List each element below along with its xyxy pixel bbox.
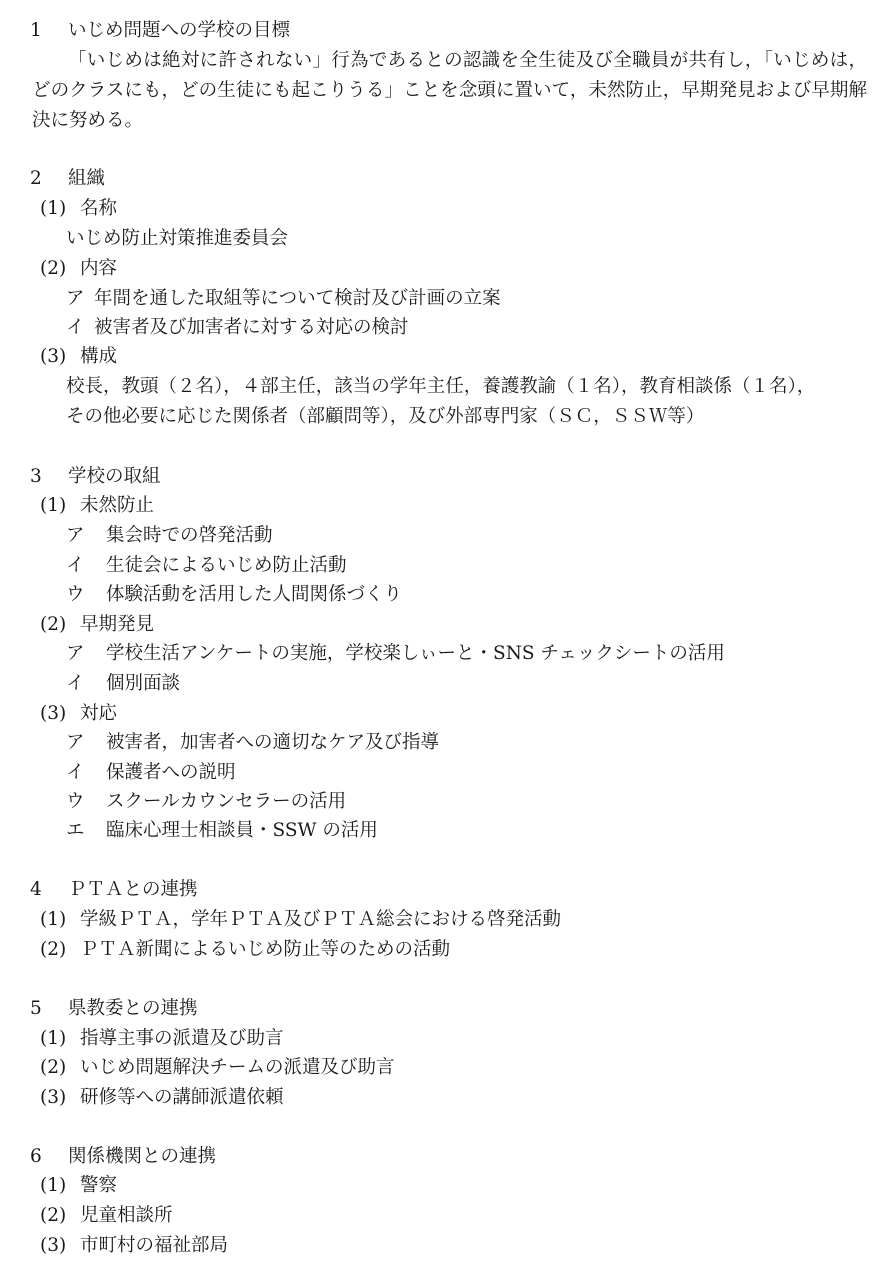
item-text: 被害者及び加害者に対する対応の検討: [94, 317, 409, 338]
item-marker: ウ: [66, 791, 85, 812]
subsection-label: (1): [40, 1028, 67, 1049]
subsection-item: [40, 1231, 228, 1261]
subsection-heading: [40, 610, 154, 640]
subsection-title: 内容: [80, 258, 118, 279]
subsection-item: [40, 1083, 284, 1113]
item-text: 集会時での啓発活動: [106, 525, 273, 546]
item-text: 生徒会によるいじめ防止活動: [106, 555, 347, 576]
subsection-title: 研修等への講師派遣依頼: [80, 1087, 284, 1108]
composition-line: その他必要に応じた関係者（部顧問等），及び外部専門家（ＳＣ，ＳＳＷ等）: [66, 406, 705, 427]
subsection-item: [40, 1053, 395, 1083]
item-marker: ア: [66, 732, 85, 753]
item-marker: ア: [66, 288, 85, 309]
subsection-label: (2): [40, 939, 67, 960]
subsection-title: 早期発見: [80, 614, 155, 635]
section-number: 2: [30, 168, 42, 189]
section-3-heading: [30, 462, 161, 492]
item-text: 年間を通した取組等について検討及び計画の立案: [94, 288, 501, 309]
item-text: 学校生活アンケートの実施，学校楽しぃーと・SNS チェックシートの活用: [106, 643, 725, 664]
section-title: 関係機関との連携: [68, 1146, 217, 1167]
item-text: 体験活動を活用した人間関係づくり: [106, 584, 403, 605]
subsection-item: [40, 1201, 173, 1231]
item-text: 保護者への説明: [106, 762, 236, 783]
section-number: 1: [30, 20, 42, 41]
subsection-item: [40, 905, 561, 935]
subsection-title: 学級ＰＴＡ，学年ＰＴＡ及びＰＴＡ総会における啓発活動: [80, 909, 562, 930]
section-title: 県教委との連携: [68, 998, 198, 1019]
subsection-title: 構成: [80, 346, 118, 367]
section-number: 3: [30, 466, 42, 487]
subsection-title: 未然防止: [80, 495, 155, 516]
subsection-heading: [40, 342, 117, 372]
list-item: [66, 758, 236, 788]
item-marker: ア: [66, 525, 85, 546]
subsection-label: (2): [40, 1205, 67, 1226]
section-title: 組織: [68, 168, 106, 189]
list-item: [66, 313, 409, 343]
section-5-heading: [30, 994, 198, 1024]
list-item: [66, 639, 725, 669]
section-6-heading: [30, 1142, 216, 1172]
item-marker: ウ: [66, 584, 85, 605]
subsection-title: 指導主事の派遣及び助言: [80, 1028, 284, 1049]
subsection-title: 警察: [80, 1175, 118, 1196]
subsection-title: 児童相談所: [80, 1205, 173, 1226]
list-item: [66, 787, 346, 817]
list-item: [66, 816, 378, 846]
subsection-label: (2): [40, 614, 67, 635]
subsection-heading: [40, 194, 117, 224]
subsection-item: [40, 1171, 117, 1201]
subsection-heading: [40, 491, 154, 521]
subsection-title: 名称: [80, 198, 118, 219]
item-text: 臨床心理士相談員・SSW の活用: [106, 820, 378, 841]
subsection-label: (3): [40, 346, 67, 367]
list-item: [66, 284, 501, 314]
list-item: [66, 728, 439, 758]
section-title: ＰＴＡとの連携: [68, 879, 198, 900]
list-item: [66, 669, 180, 699]
subsection-item: [40, 935, 450, 965]
item-text: 被害者，加害者への適切なケア及び指導: [106, 732, 440, 753]
item-marker: イ: [66, 673, 85, 694]
subsection-item: [40, 1024, 284, 1054]
section-1-heading: [30, 16, 290, 46]
subsection-title: ＰＴＡ新聞によるいじめ防止等のための活動: [80, 939, 451, 960]
subsection-title: いじめ問題解決チームの派遣及び助言: [80, 1057, 395, 1078]
list-item: [66, 521, 273, 551]
subsection-title: 対応: [80, 703, 118, 724]
subsection-label: (1): [40, 198, 67, 219]
subsection-label: (2): [40, 1057, 67, 1078]
subsection-label: (3): [40, 703, 67, 724]
item-marker: イ: [66, 317, 85, 338]
section-number: 5: [30, 998, 42, 1019]
subsection-title: 市町村の福祉部局: [80, 1235, 229, 1256]
item-marker: エ: [66, 820, 85, 841]
subsection-label: (2): [40, 258, 67, 279]
section-2-heading: [30, 164, 105, 194]
subsection-heading: [40, 254, 117, 284]
item-text: 個別面談: [106, 673, 181, 694]
section-4-heading: [30, 875, 198, 905]
subsection-label: (3): [40, 1087, 67, 1108]
subsection-label: (1): [40, 1175, 67, 1196]
subsection-label: (1): [40, 495, 67, 516]
list-item: [66, 551, 347, 581]
subsection-text: いじめ防止対策推進委員会: [66, 228, 289, 249]
section-number: 6: [30, 1146, 42, 1167]
subsection-label: (1): [40, 909, 67, 930]
section-number: 4: [30, 879, 42, 900]
item-text: スクールカウンセラーの活用: [106, 791, 347, 812]
list-item: [66, 580, 402, 610]
item-marker: ア: [66, 643, 85, 664]
section-title: 学校の取組: [68, 466, 161, 487]
subsection-heading: [40, 699, 117, 729]
composition-line: 校長，教頭（２名），４部主任，該当の学年主任，養護教諭（１名），教育相談係（１名），: [66, 376, 816, 397]
item-marker: イ: [66, 555, 85, 576]
section-title: いじめ問題への学校の目標: [68, 20, 291, 41]
item-marker: イ: [66, 762, 85, 783]
subsection-label: (3): [40, 1235, 67, 1256]
section-1-paragraph: 「いじめは絶対に許されない」行為であるとの認識を全生徒及び全職員が共有し，「いじめは，どのクラスにも，どの生徒にも起こりうる」ことを念頭に置いて，未然防止，早期発見および早期解決に努める。: [32, 50, 867, 131]
